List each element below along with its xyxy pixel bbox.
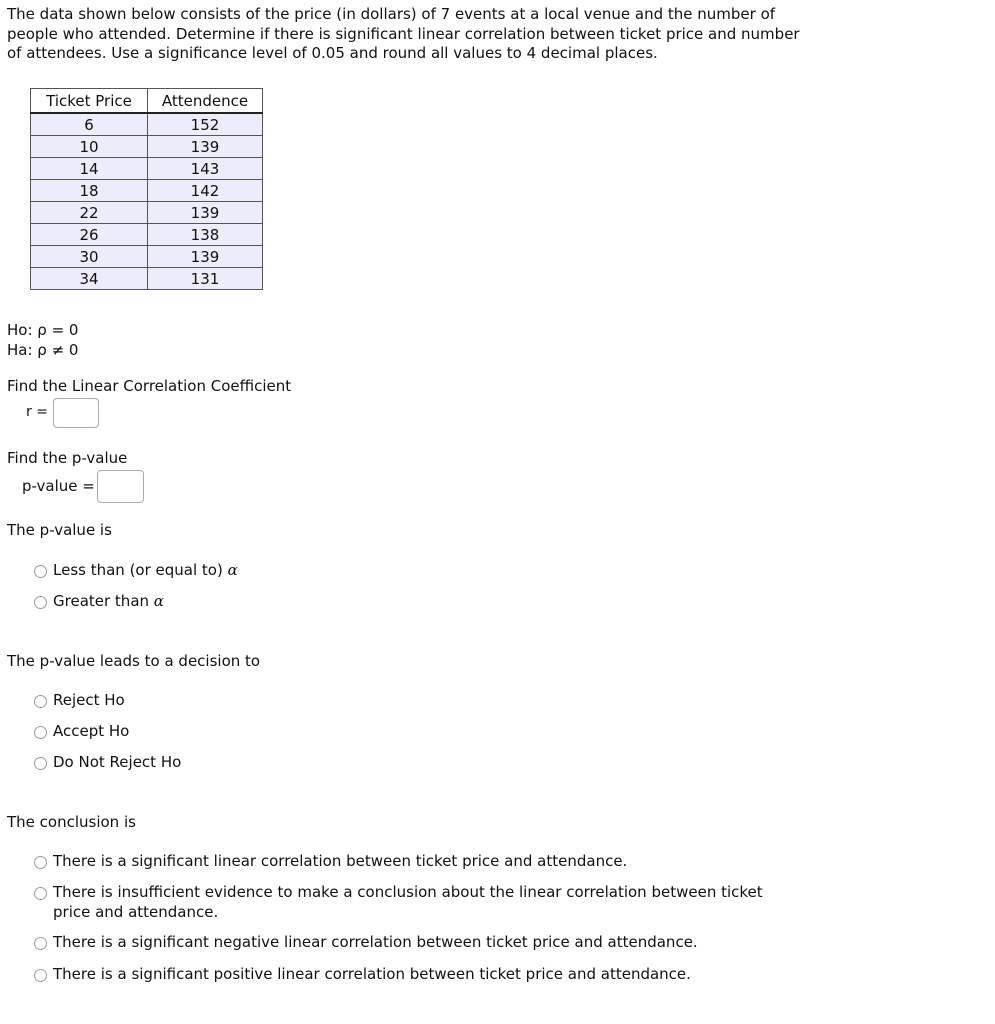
radio-button[interactable] [34, 887, 47, 900]
option-do-not-reject-ho[interactable] [34, 753, 181, 773]
radio-button[interactable] [34, 726, 47, 739]
alternative-hypothesis: Ha: ρ ≠ 0 [7, 341, 79, 359]
option-label: Reject Ho [53, 691, 125, 709]
option-label: Accept Ho [53, 722, 130, 740]
radio-button[interactable] [34, 757, 47, 770]
alpha-symbol: α [153, 592, 164, 610]
option-label: Do Not Reject Ho [53, 753, 182, 771]
column-header-attendance: Attendence [148, 89, 263, 114]
table-row [31, 268, 263, 290]
radio-button[interactable] [34, 596, 47, 609]
option-label: There is insufficient evidence to make a conclusion about the linear correlation between ticket price and attendance. [53, 883, 763, 921]
option-significant-positive[interactable] [34, 965, 691, 985]
cell-attendance: 131 [148, 268, 263, 290]
cell-price: 14 [31, 158, 148, 180]
cell-attendance: 142 [148, 180, 263, 202]
option-insufficient-evidence[interactable] [34, 883, 804, 922]
p-value-input[interactable] [97, 470, 144, 503]
cell-price: 26 [31, 224, 148, 246]
option-label: Less than (or equal to) [53, 561, 228, 579]
cell-attendance: 139 [148, 246, 263, 268]
option-reject-ho[interactable] [34, 691, 125, 711]
r-section-heading: Find the Linear Correlation Coefficient [7, 377, 292, 395]
table-row [31, 158, 263, 180]
r-input[interactable] [53, 398, 99, 428]
option-significant-correlation[interactable] [34, 852, 627, 872]
cell-price: 22 [31, 202, 148, 224]
decision-heading: The p-value leads to a decision to [7, 652, 261, 670]
table-row [31, 180, 263, 202]
cell-attendance: 152 [148, 113, 263, 136]
option-label: Greater than [53, 592, 154, 610]
p-value-label: p-value = [22, 477, 95, 495]
radio-button[interactable] [34, 565, 47, 578]
cell-price: 18 [31, 180, 148, 202]
option-significant-negative[interactable] [34, 933, 698, 953]
radio-button[interactable] [34, 695, 47, 708]
cell-attendance: 143 [148, 158, 263, 180]
option-greater-than-alpha[interactable] [34, 592, 164, 612]
radio-button[interactable] [34, 856, 47, 869]
option-less-than-alpha[interactable] [34, 561, 238, 581]
r-label: r = [26, 404, 48, 420]
alpha-symbol: α [227, 561, 238, 579]
option-label: There is a significant linear correlation between ticket price and attendance. [53, 852, 628, 870]
null-hypothesis: Ho: ρ = 0 [7, 321, 79, 339]
conclusion-heading: The conclusion is [7, 813, 136, 831]
radio-button[interactable] [34, 937, 47, 950]
table-row [31, 113, 263, 136]
option-label: There is a significant negative linear correlation between ticket price and attendance. [53, 933, 698, 951]
option-label: There is a significant positive linear correlation between ticket price and attendance. [53, 965, 691, 983]
table-row [31, 224, 263, 246]
option-accept-ho[interactable] [34, 722, 129, 742]
table-row [31, 202, 263, 224]
radio-button[interactable] [34, 969, 47, 982]
cell-attendance: 139 [148, 136, 263, 158]
cell-price: 6 [31, 113, 148, 136]
cell-attendance: 139 [148, 202, 263, 224]
cell-price: 34 [31, 268, 148, 290]
column-header-ticket-price: Ticket Price [31, 89, 148, 114]
problem-statement: The data shown below consists of the price (in dollars) of 7 events at a local venue and the number of people who attended. Determine if there is significant linear correlation between ticket price and number of attendees. Use a significance level of 0.05 and round all values to 4 decimal places. [7, 5, 800, 62]
cell-attendance: 138 [148, 224, 263, 246]
table-row [31, 246, 263, 268]
table-header-row [31, 89, 263, 114]
p-section-heading: Find the p-value [7, 449, 128, 467]
cell-price: 30 [31, 246, 148, 268]
p-compare-heading: The p-value is [7, 521, 112, 539]
cell-price: 10 [31, 136, 148, 158]
table-row [31, 136, 263, 158]
data-table [30, 88, 263, 290]
